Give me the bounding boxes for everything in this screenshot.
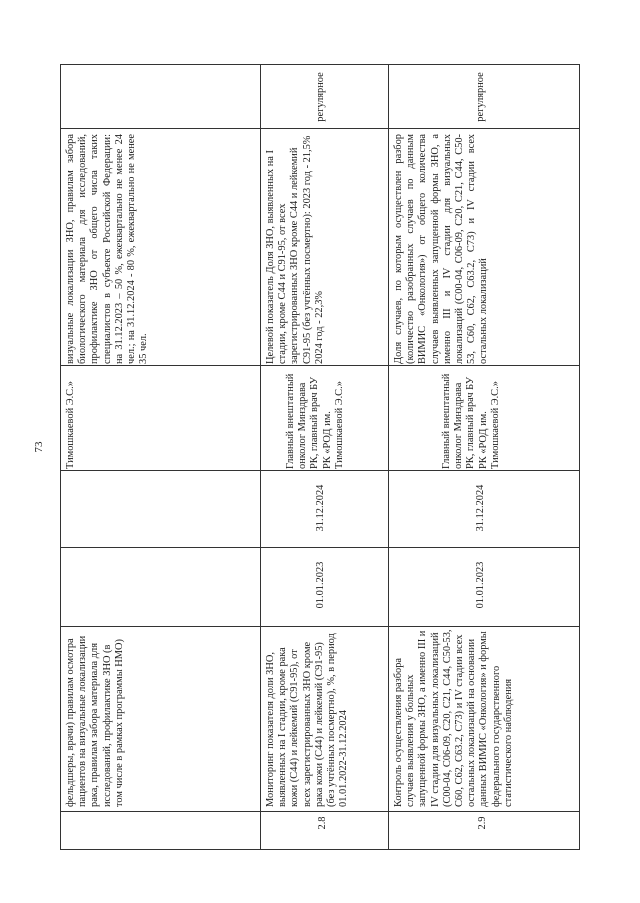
cell-measure: Мониторинг показателя доли ЗНО, выявленных на I стадии, кроме рака кожи (С44) и лейкемий (С91-95), от всех зарегистрированных ЗНО кроме рака кожи (С44) и лейкемий (С91-95) (без учтённых посмертно), %, в период 01.01.2022-31.12.2024 <box>265 633 350 807</box>
cell-number: 2.9 <box>477 816 488 830</box>
cell-measure: Контроль осуществления разбора случаев выявления у больных запущенной формы ЗНО, а именно III и IV стадии для визуальных локализаций (С00-04, С06-09, С20, С21, С44, С50-53, С60, С62, С63.2, С73) и IV стадии всех остальных локализаций на основании данных ВИМИС «Онкология» и формы федерального государственного статистического наблюдения <box>393 629 514 807</box>
plan-table <box>60 0 580 903</box>
cell-frequency: регулярное <box>315 72 326 122</box>
table-line <box>579 64 580 850</box>
cell-frequency: регулярное <box>475 72 486 122</box>
cell-result: визуальные локализации ЗНО, правилам забора биологического материала для исследований, профилактике ЗНО от общего числа таких специалистов в субъекте Российской Федерации: на 31.12.2023 – 50 %, ежеквартально не менее 24 чел.; на 31.12.2024 - 80 %, ежеквартально не менее 35 чел. <box>65 134 150 364</box>
cell-start-date: 01.01.2023 <box>315 561 326 609</box>
cell-responsible: Тимошкаевой Э.С.» <box>65 381 76 469</box>
cell-responsible: Главный внештатный онколог Минздрава РК, главный врач БУ РК «РОД им. Тимошкаевой Э.С.» <box>441 373 501 469</box>
cell-responsible: Главный внештатный онколог Минздрава РК, главный врач БУ РК «РОД им. Тимошкаевой Э.С.» <box>285 373 345 469</box>
cell-result: Целевой показатель Доля ЗНО, выявленных на I стадии, кроме С44 и С91-95, от всех зарегистрированных ЗНО кроме С44 и лейкемий С91-95 (без учтённых посмертно): 2023 год - 21,5% 2024 год - 22,3% <box>265 135 325 364</box>
cell-number: 2.8 <box>317 816 328 830</box>
cell-end-date: 31.12.2024 <box>315 484 326 532</box>
cell-measure: фельдшеры, врачи) правилам осмотра пациентов на визуальные локализации рака, правилам забора материала для исследований, профилактике ЗНО (в том числе в рамках программы НМО) <box>65 635 125 807</box>
cell-result: Доля случаев, по которым осуществлен разбор (количество разобранных случаев по данным ВИМИС «Онкология») от общего количества случаев выявленных запущенной формы ЗНО, а именно III и IV стадии для визуальных локализаций (С00-04, С06-09, С20, С21, С44, С50-53, С60, С62, С63.2, С73) и IV стадии всех остальных локализаций <box>393 134 490 364</box>
page-number: 73 <box>33 441 45 453</box>
cell-start-date: 01.01.2023 <box>475 561 486 609</box>
cell-end-date: 31.12.2024 <box>475 484 486 532</box>
table-row <box>61 65 260 850</box>
table-row <box>261 65 388 850</box>
table-row <box>389 65 579 850</box>
